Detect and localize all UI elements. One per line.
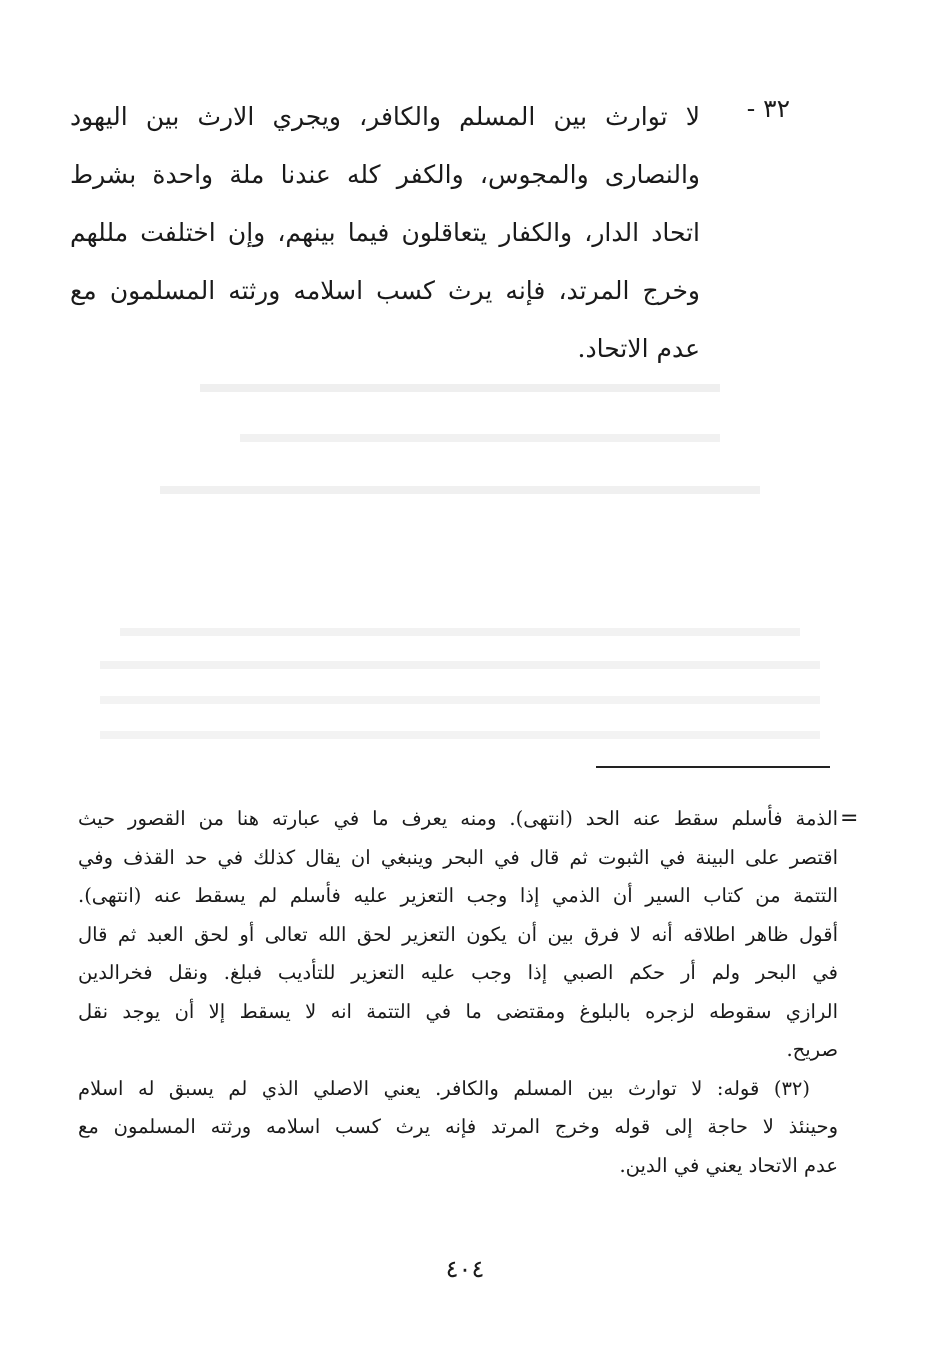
main-entry: [70, 88, 790, 378]
bleed-through-shading: [80, 690, 840, 715]
footnote-line: الذمة فأسلم سقط عنه الحد (انتهى). ومنه يعرف ما في عبارته هنا من القصور حيث: [78, 807, 838, 830]
bleed-through-shading: [80, 725, 840, 750]
entry-line: وخرج المرتد، فإنه يرث كسب اسلامه ورثته المسلمون مع: [70, 276, 700, 305]
page-number: ٤٠٤: [445, 1255, 485, 1283]
footnote-line: التتمة من كتاب السير أن الذمي إذا وجب التعزير عليه فأسلم لم يسقط عنه (انتهى).: [78, 884, 838, 907]
bleed-through-shading: [80, 378, 840, 403]
entry-line: والنصارى والمجوس، والكفر كله عندنا ملة واحدة بشرط: [70, 160, 700, 189]
footnote-32-line: عدم الاتحاد يعني في الدين.: [619, 1153, 838, 1177]
footnote-32-line: (٣٢) قوله: لا توارث بين المسلم والكافر. يعني الاصلي الذي لم يسبق له اسلام: [78, 1076, 810, 1100]
bleed-through-shading: [80, 428, 840, 453]
bleed-through-shading: [80, 655, 840, 680]
footnotes: [78, 800, 838, 1185]
bleed-through-shading: [80, 480, 840, 505]
footnote-line: أقول ظاهر اطلاقه أنه لا فرق بين أن يكون التعزير لحق الله تعالى أو لحق العبد ثم قال: [78, 922, 838, 946]
entry-line: اتحاد الدار، والكفار يتعاقلون فيما بينهم، وإن اختلفت مللهم: [70, 218, 700, 247]
footnote-line: اقتصر على البينة في الثبوت ثم قال في البحر وينبغي ان يقال كذلك في حد القذف وفي: [78, 845, 838, 869]
bleed-through-shading: [80, 622, 840, 647]
footnote-separator: [596, 766, 830, 768]
entry-line: عدم الاتحاد.: [577, 334, 700, 363]
footnote-line: صريح.: [786, 1038, 838, 1061]
footnote-line: في البحر ولم أر حكم الصبي إذا وجب عليه التعزير للتأديب فبلغ. ونقل فخرالدين: [78, 961, 838, 984]
entry-line: لا توارث بين المسلم والكافر، ويجري الارث بين اليهود: [70, 102, 700, 131]
continuation-mark: =: [840, 806, 859, 831]
entry-text: [70, 88, 700, 378]
footnote-32-line: وحينئذ لا حاجة إلى قوله وخرج المرتد فإنه يرث كسب اسلامه ورثته المسلمون مع: [78, 1115, 838, 1138]
entry-number: ٣٢ -: [746, 94, 790, 123]
footnote-line: الرازي سقوطه لزجره بالبلوغ ومقتضى ما في التتمة انه لا يسقط إلا أن يوجد نقل: [78, 999, 838, 1023]
